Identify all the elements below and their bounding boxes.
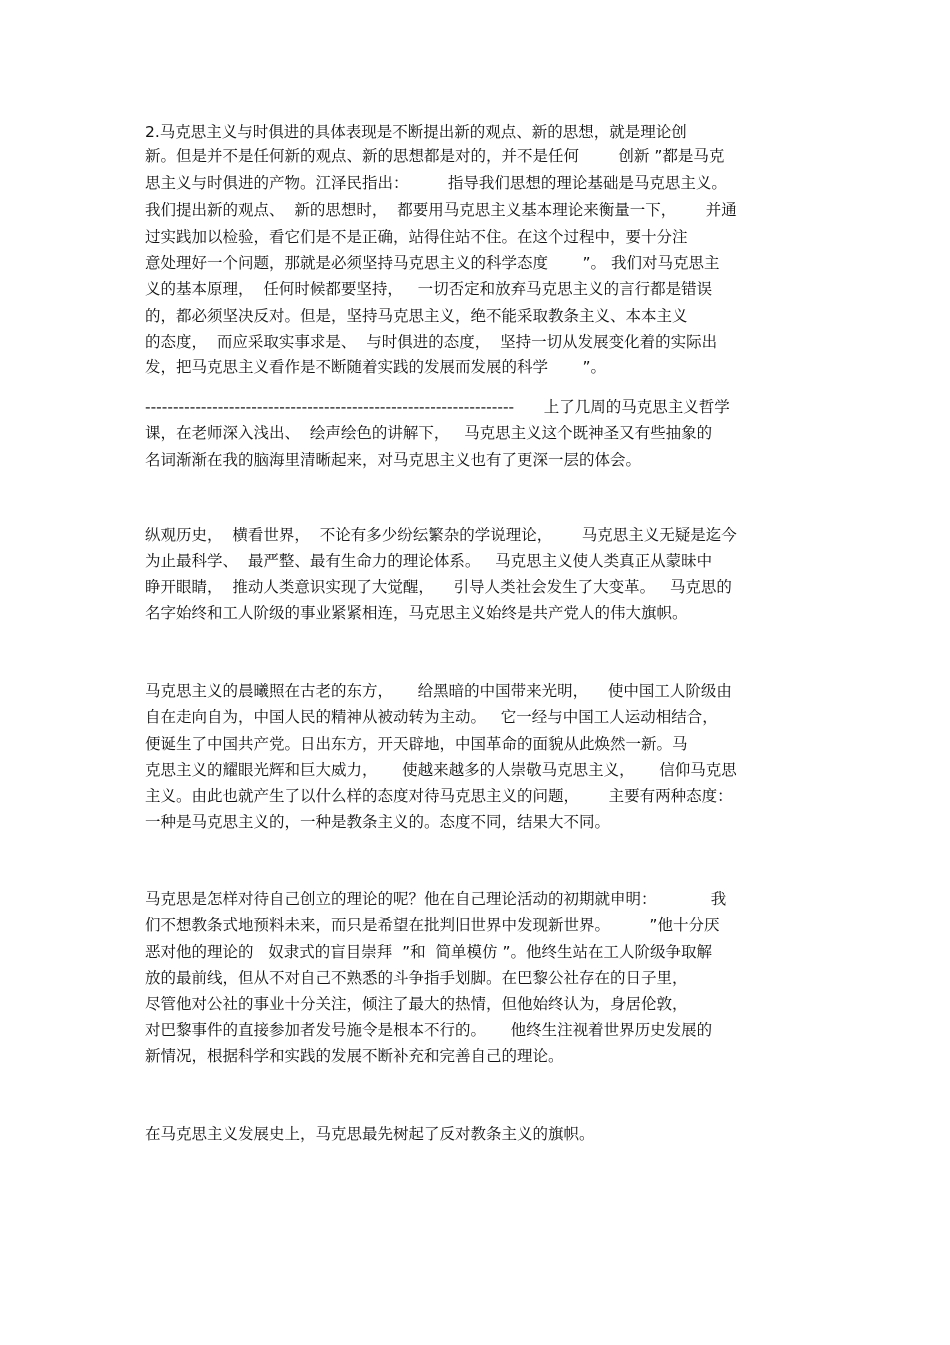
text-line: 新情况，根据科学和实践的发展不断补充和完善自己的理论。	[145, 1047, 564, 1065]
text-line: 睁开眼睛， 推动人类意识实现了大觉醒， 引导人类社会发生了大变革。 马克思的	[145, 578, 732, 596]
text-line: 新。但是并不是任何新的观点、新的思想都是对的，并不是任何 创新 ”都是马克	[145, 147, 725, 165]
text-line: ------------------------------------------------------------------ 上了几周的马克思主义哲学	[145, 398, 730, 416]
text-line: 课，在老师深入浅出、 绘声绘色的讲解下， 马克思主义这个既神圣又有些抽象的	[145, 424, 713, 442]
text-line: 义的基本原理， 任何时候都要坚持， 一切否定和放弃马克思主义的言行都是错误	[145, 280, 713, 298]
text-line: 放的最前线，但从不对自己不熟悉的斗争指手划脚。在巴黎公社存在的日子里，	[145, 969, 688, 987]
text-line: 一种是马克思主义的，一种是教条主义的。态度不同，结果大不同。	[145, 813, 611, 831]
text-line: 意处理好一个问题，那就是必须坚持马克思主义的科学态度 ”。 我们对马克思主	[145, 254, 720, 272]
text-line: 我们提出新的观点、 新的思想时， 都要用马克思主义基本理论来衡量一下， 并通	[145, 201, 737, 219]
text-line: 对巴黎事件的直接参加者发号施令是根本不行的。 他终生注视着世界历史发展的	[145, 1021, 713, 1039]
text-line: 纵观历史， 横看世界， 不论有多少纷纭繁杂的学说理论， 马克思主义无疑是迄今	[145, 526, 737, 544]
text-line: 发，把马克思主义看作是不断随着实践的发展而发展的科学 ”。	[145, 358, 607, 376]
text-line: 恶对他的理论的 奴隶式的盲目崇拜 ”和 简单模仿 ”。他终生站在工人阶级争取解	[145, 943, 712, 961]
text-line: 的，都必须坚决反对。但是，坚持马克思主义，绝不能采取教条主义、本本主义	[145, 307, 688, 325]
text-line: 思主义与时俱进的产物。江泽民指出： 指导我们思想的理论基础是马克思主义。	[145, 174, 727, 192]
text-line: 们不想教条式地预料未来，而只是希望在批判旧世界中发现新世界。 ”他十分厌	[145, 916, 720, 934]
text-line: 为止最科学、 最严整、最有生命力的理论体系。 马克思主义使人类真正从蒙昧中	[145, 552, 713, 570]
text-line: 克思主义的耀眼光辉和巨大威力， 使越来越多的人崇敬马克思主义， 信仰马克思	[145, 761, 737, 779]
text-line: 在马克思主义发展史上，马克思最先树起了反对教条主义的旗帜。	[145, 1125, 595, 1143]
text-line: 的态度， 而应采取实事求是、 与时俱进的态度， 坚持一切从发展变化着的实际出	[145, 333, 718, 351]
text-line: 尽管他对公社的事业十分关注，倾注了最大的热情，但他始终认为，身居伦敦，	[145, 995, 688, 1013]
text-line: 过实践加以检验，看它们是不是正确，站得住站不住。在这个过程中，要十分注	[145, 228, 688, 246]
text-line: 名字始终和工人阶级的事业紧紧相连，马克思主义始终是共产党人的伟大旗帜。	[145, 604, 688, 622]
text-line: 马克思主义的晨曦照在古老的东方， 给黑暗的中国带来光明， 使中国工人阶级由	[145, 682, 732, 700]
text-line: 自在走向自为，中国人民的精神从被动转为主动。 它一经与中国工人运动相结合，	[145, 708, 718, 726]
text-line: 主义。由此也就产生了以什么样的态度对待马克思主义的问题， 主要有两种态度：	[145, 787, 733, 805]
text-line: 马克思是怎样对待自己创立的理论的呢？他在自己理论活动的初期就申明： 我	[145, 890, 727, 908]
text-line: 2.马克思主义与时俱进的具体表现是不断提出新的观点、新的思想，就是理论创	[145, 123, 687, 141]
text-line: 便诞生了中国共产党。日出东方，开天辟地，中国革命的面貌从此焕然一新。马	[145, 735, 688, 753]
text-line: 名词渐渐在我的脑海里清晰起来，对马克思主义也有了更深一层的体会。	[145, 451, 642, 469]
